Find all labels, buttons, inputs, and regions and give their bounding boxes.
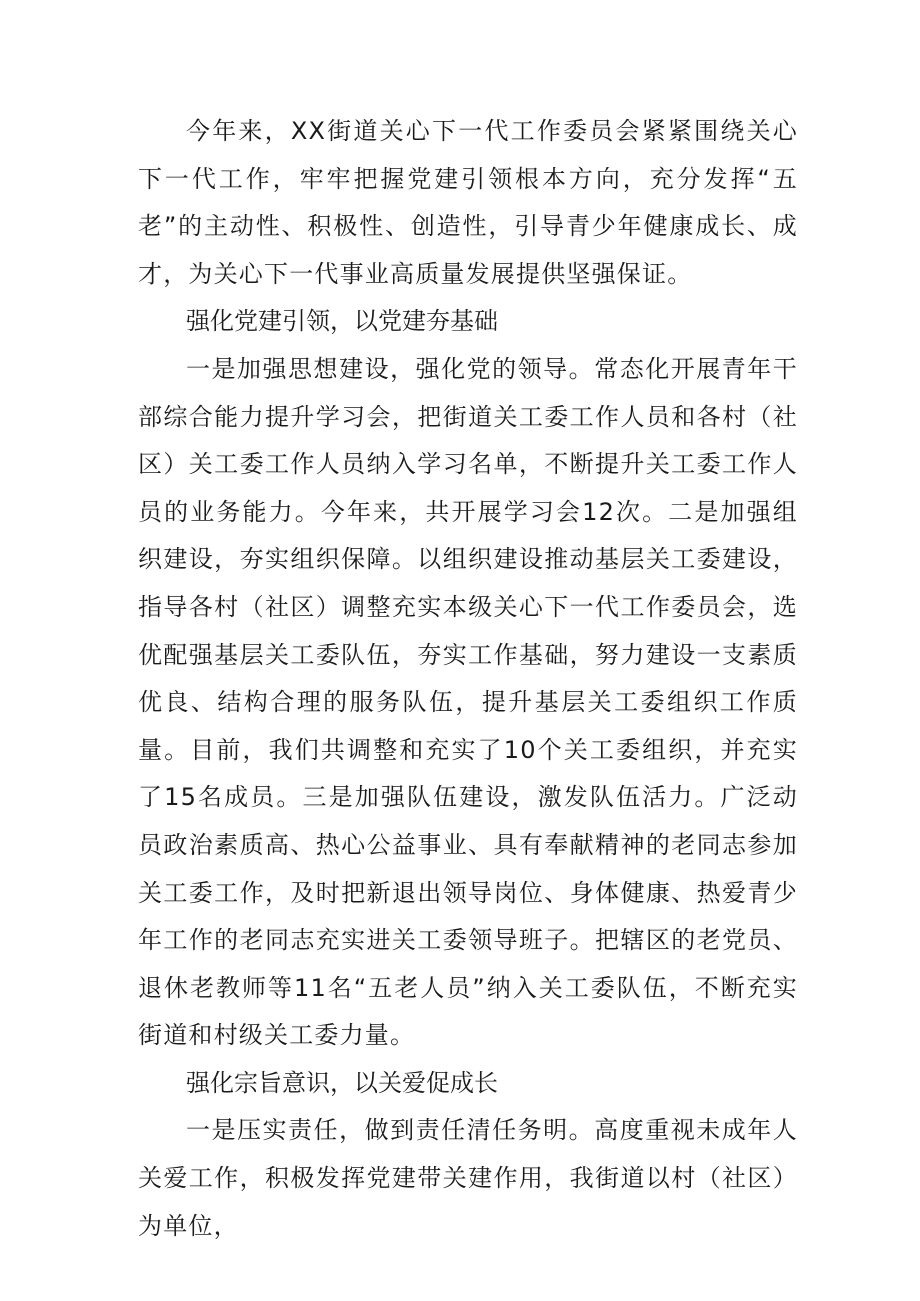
section-heading-care-growth: 强化宗旨意识，以关爱促成长 <box>186 1068 498 1097</box>
document-body <box>138 108 798 1250</box>
care-growth-paragraph: 一是压实责任，做到责任清任务明。高度重视未成年人关爱工作，积极发挥党建带关建作用，我街道以村（社区）为单位， <box>138 1116 798 1240</box>
intro-paragraph: 今年来，XX街道关心下一代工作委员会紧紧围绕关心下一代工作，牢牢把握党建引领根本方向，充分发挥“五老”的主动性、积极性、创造性，引导青少年健康成长、成才，为关心下一代事业高质量发展提供坚强保证。 <box>138 117 798 288</box>
party-building-paragraph: 一是加强思想建设，强化党的领导。常态化开展青年干部综合能力提升学习会，把街道关工委工作人员和各村（社区）关工委工作人员纳入学习名单，不断提升关工委工作人员的业务能力。今年来，共开展学习会12次。二是加强组织建设，夯实组织保障。以组织建设推动基层关工委建设，指导各村（社区）调整充实本级关心下一代工作委员会，选优配强基层关工委队伍，夯实工作基础，努力建设一支素质优良、结构合理的服务队伍，提升基层关工委组织工作质量。目前，我们共调整和充实了10个关工委组织，并充实了15名成员。三是加强队伍建设，激发队伍活力。广泛动员政治素质高、热心公益事业、具有奉献精神的老同志参加关工委工作，及时把新退出领导岗位、身体健康、热爱青少年工作的老同志充实进关工委领导班子。把辖区的老党员、退休老教师等11名“五老人员”纳入关工委队伍，不断充实街道和村级关工委力量。 <box>138 354 798 1050</box>
section-heading-party-building: 强化党建引领，以党建夯基础 <box>186 307 498 336</box>
